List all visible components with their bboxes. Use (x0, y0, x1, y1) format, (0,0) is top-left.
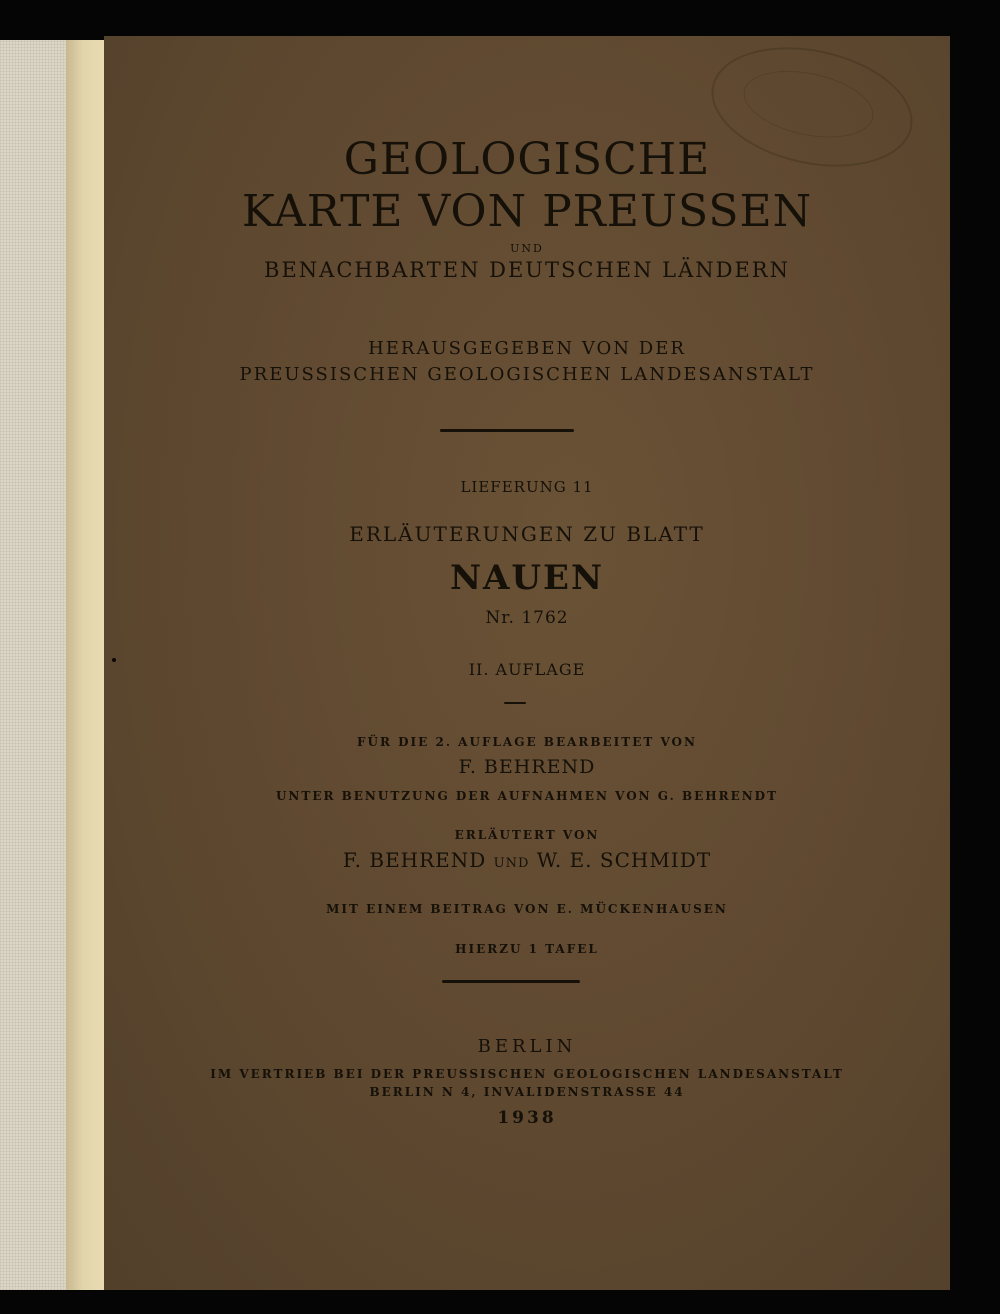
erlaeuterungen-label: ERLÄUTERUNGEN ZU BLATT (349, 522, 705, 546)
author-2: W. E. SCHMIDT (536, 848, 712, 872)
divider-rule-short (504, 702, 526, 704)
divider-rule-bottom (442, 980, 580, 983)
publication-year: 1938 (497, 1108, 557, 1128)
sheet-number: Nr. 1762 (485, 608, 569, 628)
title-line-3: BENACHBARTEN DEUTSCHEN LÄNDERN (264, 258, 790, 282)
sheet-name: NAUEN (449, 558, 605, 598)
plates-note: HIERZU 1 TAFEL (455, 942, 599, 956)
survey-credit: UNTER BENUTZUNG DER AUFNAHMEN VON G. BEHRENDT (275, 789, 779, 803)
authors-und: UND (493, 856, 530, 871)
inner-flap (66, 40, 108, 1290)
explained-by-label: ERLÄUTERT VON (454, 828, 600, 842)
edition-label: II. AUFLAGE (468, 660, 586, 679)
publisher-line-2: PREUSSISCHEN GEOLOGISCHEN LANDESANSTALT (239, 364, 815, 385)
title-line-1: GEOLOGISCHE (343, 134, 711, 185)
contribution-credit: MIT EINEM BEITRAG VON E. MÜCKENHAUSEN (326, 902, 728, 916)
title-und: UND (510, 242, 544, 255)
authors-line (104, 848, 950, 872)
lieferung-label: LIEFERUNG 11 (460, 478, 594, 496)
publisher-line-1: HERAUSGEGEBEN VON DER (368, 338, 686, 359)
title-line-2: KARTE VON PREUSSEN (241, 186, 813, 237)
distribution-note: IM VERTRIEB BEI DER PREUSSISCHEN GEOLOGISCHEN LANDESANSTALT (210, 1067, 844, 1081)
author-1: F. BEHREND (342, 848, 487, 872)
edition-editor-name: F. BEHREND (458, 756, 596, 778)
publication-city: BERLIN (477, 1036, 577, 1057)
book-spine (0, 40, 68, 1290)
edition-editor-label: FÜR DIE 2. AUFLAGE BEARBEITET VON (357, 735, 697, 749)
paper-speck (112, 658, 116, 662)
publisher-address: BERLIN N 4, INVALIDENSTRASSE 44 (369, 1085, 685, 1099)
divider-rule-top (440, 429, 574, 432)
book-cover (104, 36, 950, 1290)
